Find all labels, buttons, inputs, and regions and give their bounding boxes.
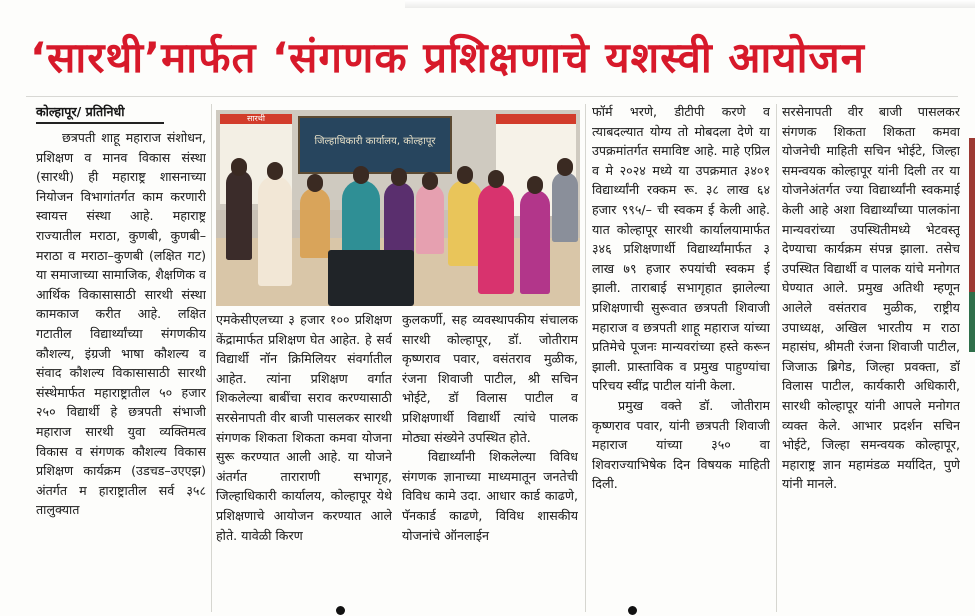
paragraph: छत्रपती शाहू महाराज संशोधन, प्रशिक्षण व मानव विकास संस्था (सारथी) ही महाराष्ट्र शासनाच्या नियोजन विभागांतर्गत काम करणारी स्वायत्त संस्था आहे. महाराष्ट्र राज्यातील मराठा, कुणबी, कुणबी–मराठा व मराठा–कुणबी (लक्षित गट) या समाजाच्या सामाजिक, शैक्षणिक व आर्थिक विकासासाठी सारथी संस्था कामकाज करीत आहे. लक्षित गटातील विद्यार्थ्यांच्या संगणकीय कौशल्य, इंग्रजी भाषा कौशल्य व संवाद कौशल्य विकासासाठी सारथी संस्थेमार्फत महाराष्ट्रातील ५० हजार २५० विद्यार्थी हे छत्रपती संभाजी महाराज सारथी युवा व्यक्तिमत्व विकास व संगणक कौशल्य विकास प्रशिक्षण कार्यक्रम (उडचड–उएएझ) अंतर्गत म हाराष्ट्रातील सर्व ३५८ तालुक्यात (36, 130, 206, 518)
photo-person-head (457, 166, 473, 184)
photo-board-text: जिल्हाधिकारी कार्यालय, कोल्हापूर (314, 136, 436, 147)
article-column-4 (592, 102, 770, 616)
article-column-1 (36, 128, 206, 616)
byline-underline (36, 122, 164, 124)
page-top-band (405, 0, 975, 8)
photo-person (258, 176, 292, 286)
article-column-5 (782, 102, 960, 616)
photo-person (448, 180, 482, 266)
adjacent-clipping-edge (969, 138, 975, 292)
column-divider (776, 104, 777, 612)
photo-person-head (231, 158, 247, 176)
photo-monitor (328, 250, 414, 306)
photo-person-head (422, 172, 438, 190)
decorative-dot (628, 606, 637, 615)
photo-person-head (267, 162, 283, 180)
photo-person (416, 184, 444, 254)
photo-person (226, 170, 252, 260)
news-photo (216, 110, 580, 306)
article-column-2 (216, 310, 392, 616)
headline-rule (26, 96, 958, 97)
photo-person-head (488, 170, 504, 188)
photo-person-head (527, 176, 543, 194)
column-divider (585, 104, 586, 612)
headline: ‘सारथी’मार्फत ‘संगणक प्रशिक्षणाचे यशस्वी आयोजन (30, 33, 865, 82)
photo-person-head (353, 166, 369, 184)
paragraph: फॉर्म भरणे, डीटीपी करणे व त्याबदल्यात योग्य तो मोबदला देणे या उपक्रमांतर्गत समाविष्ट आहे. माहे एप्रिल व मे २०२४ मध्ये या उपक्रमात ३४०१ विद्यार्थ्यांनी रक्कम रू. ३८ लाख ६४ हजार ९९५/– ची स्वकम ई केली आहे. यात कोल्हापूर सारथी कार्यालयामार्फत ३४६ प्रशिक्षणार्थी विद्यार्थ्यांमार्फत ३ लाख ७९ हजार रुपयांची स्वकम ई झाली. ताराबाई सभागृहात झालेल्या प्रशिक्षणाची सुरूवात छत्रपती शिवाजी महाराज व छत्रपती शाहू महाराज यांच्या प्रतिमेचे पूजनः मान्यवरांच्या हस्ते करून झाली. प्रास्ताविक व प्रमुख पाहुण्यांचा परिचय स्वींद्र पाटील यांनी केला. (592, 104, 770, 394)
paragraph: विद्यार्थ्यांनी शिकलेल्या विविध संगणक ज्ञानाच्या माध्यमातून जनतेची विविध कामे उदा. आधार कार्ड काढणे, पॅनकार्ड काढणे, विविध शासकीय योजनांचे ऑनलाईन (402, 449, 578, 543)
photo-person (384, 182, 414, 260)
photo-person-head (307, 174, 323, 192)
photo-person (300, 188, 330, 258)
photo-person (552, 172, 578, 242)
paragraph: कुलकर्णी, सह व्यवस्थापकीय संचालक सारथी कोल्हापूर, डॉ. जोतीराम कृष्णराव पवार, वसंतराव मुळीक, रंजना शिवाजी पाटील, श्री सचिन भोईटे, डॉ विलास पाटील व प्रशिक्षणार्थी विद्यार्थी त्यांचे पालक मोठ्या संख्येने उपस्थित होते. (402, 312, 578, 445)
photo-person (520, 190, 550, 294)
photo-person-head (557, 158, 573, 176)
decorative-dot (336, 606, 345, 615)
article-column-3 (402, 310, 578, 616)
adjacent-clipping-edge (969, 292, 975, 352)
photo-board (298, 116, 452, 174)
paragraph: सरसेनापती वीर बाजी पासलकर संगणक शिकता शिकता कमवा योजनेची माहिती सचिन भोईटे, जिल्हा समन्वयक कोल्हापूर यांनी दिली तर या योजनेअंतर्गत ज्या विद्यार्थ्यांनी स्वकमाई केली आहे अशा विद्यार्थ्यांच्या पालकांना मान्यवरांच्या उपस्थितीमध्ये भेटवस्तू देण्याचा कार्यक्रम संपन्न झाला. तसेच उपस्थित विद्यार्थी व पालक यांचे मनोगत घेण्यात आले. प्रमुख अतिथी म्हणून आलेले वसंतराव मुळीक, राष्ट्रीय उपाध्यक्ष, अखिल भारतीय म राठा महासंघ, श्रीमती रंजना शिवाजी पाटील, जिजाऊ ब्रिगेड, जिल्हा प्रवक्ता, डॉ विलास पाटील, कार्यकारी अधिकारी, सारथी कोल्हापूर यांनी आपले मनोगत व्यक्त केले. आभार प्रदर्शन सचिन भोईटे, जिल्हा समन्वयक कोल्हापूर, महाराष्ट्र ज्ञान महामंडळ मर्यादित, पुणे यांनी मानले. (782, 104, 960, 492)
byline: कोल्हापूर/ प्रतिनिधी (36, 104, 125, 119)
paragraph: प्रमुख वक्ते डॉ. जोतीराम कृष्णराव पवार, यांनी छत्रपती शिवाजी महाराज यांच्या ३५० वा शिवराज्याभिषेक दिन विषयक माहिती दिली. (592, 397, 770, 492)
photo-person-head (391, 168, 407, 186)
paragraph: एमकेसीएलच्या ३ हजार १०० प्रशिक्षण केंद्रामार्फत प्रशिक्षण घेत आहेत. हे सर्व विद्यार्थी नॉन क्रिमिलियर संवर्गातील आहेत. त्यांना प्रशिक्षण वर्गात शिकलेल्या बाबींचा सराव करण्यासाठी सरसेनापती वीर बाजी पासलकर सारथी संगणक शिकता शिकता कमवा योजना सुरू करण्यात आली आहे. या योजने अंतर्गत ताराराणी सभागृह, जिल्हाधिकारी कार्यालय, कोल्हापूर येथे प्रशिक्षणाचे आयोजन करण्यात आले होते. यावेळी किरण (216, 312, 392, 543)
photo-banner-text: सारथी (247, 114, 265, 123)
column-divider (211, 104, 212, 612)
photo-person (478, 184, 514, 294)
